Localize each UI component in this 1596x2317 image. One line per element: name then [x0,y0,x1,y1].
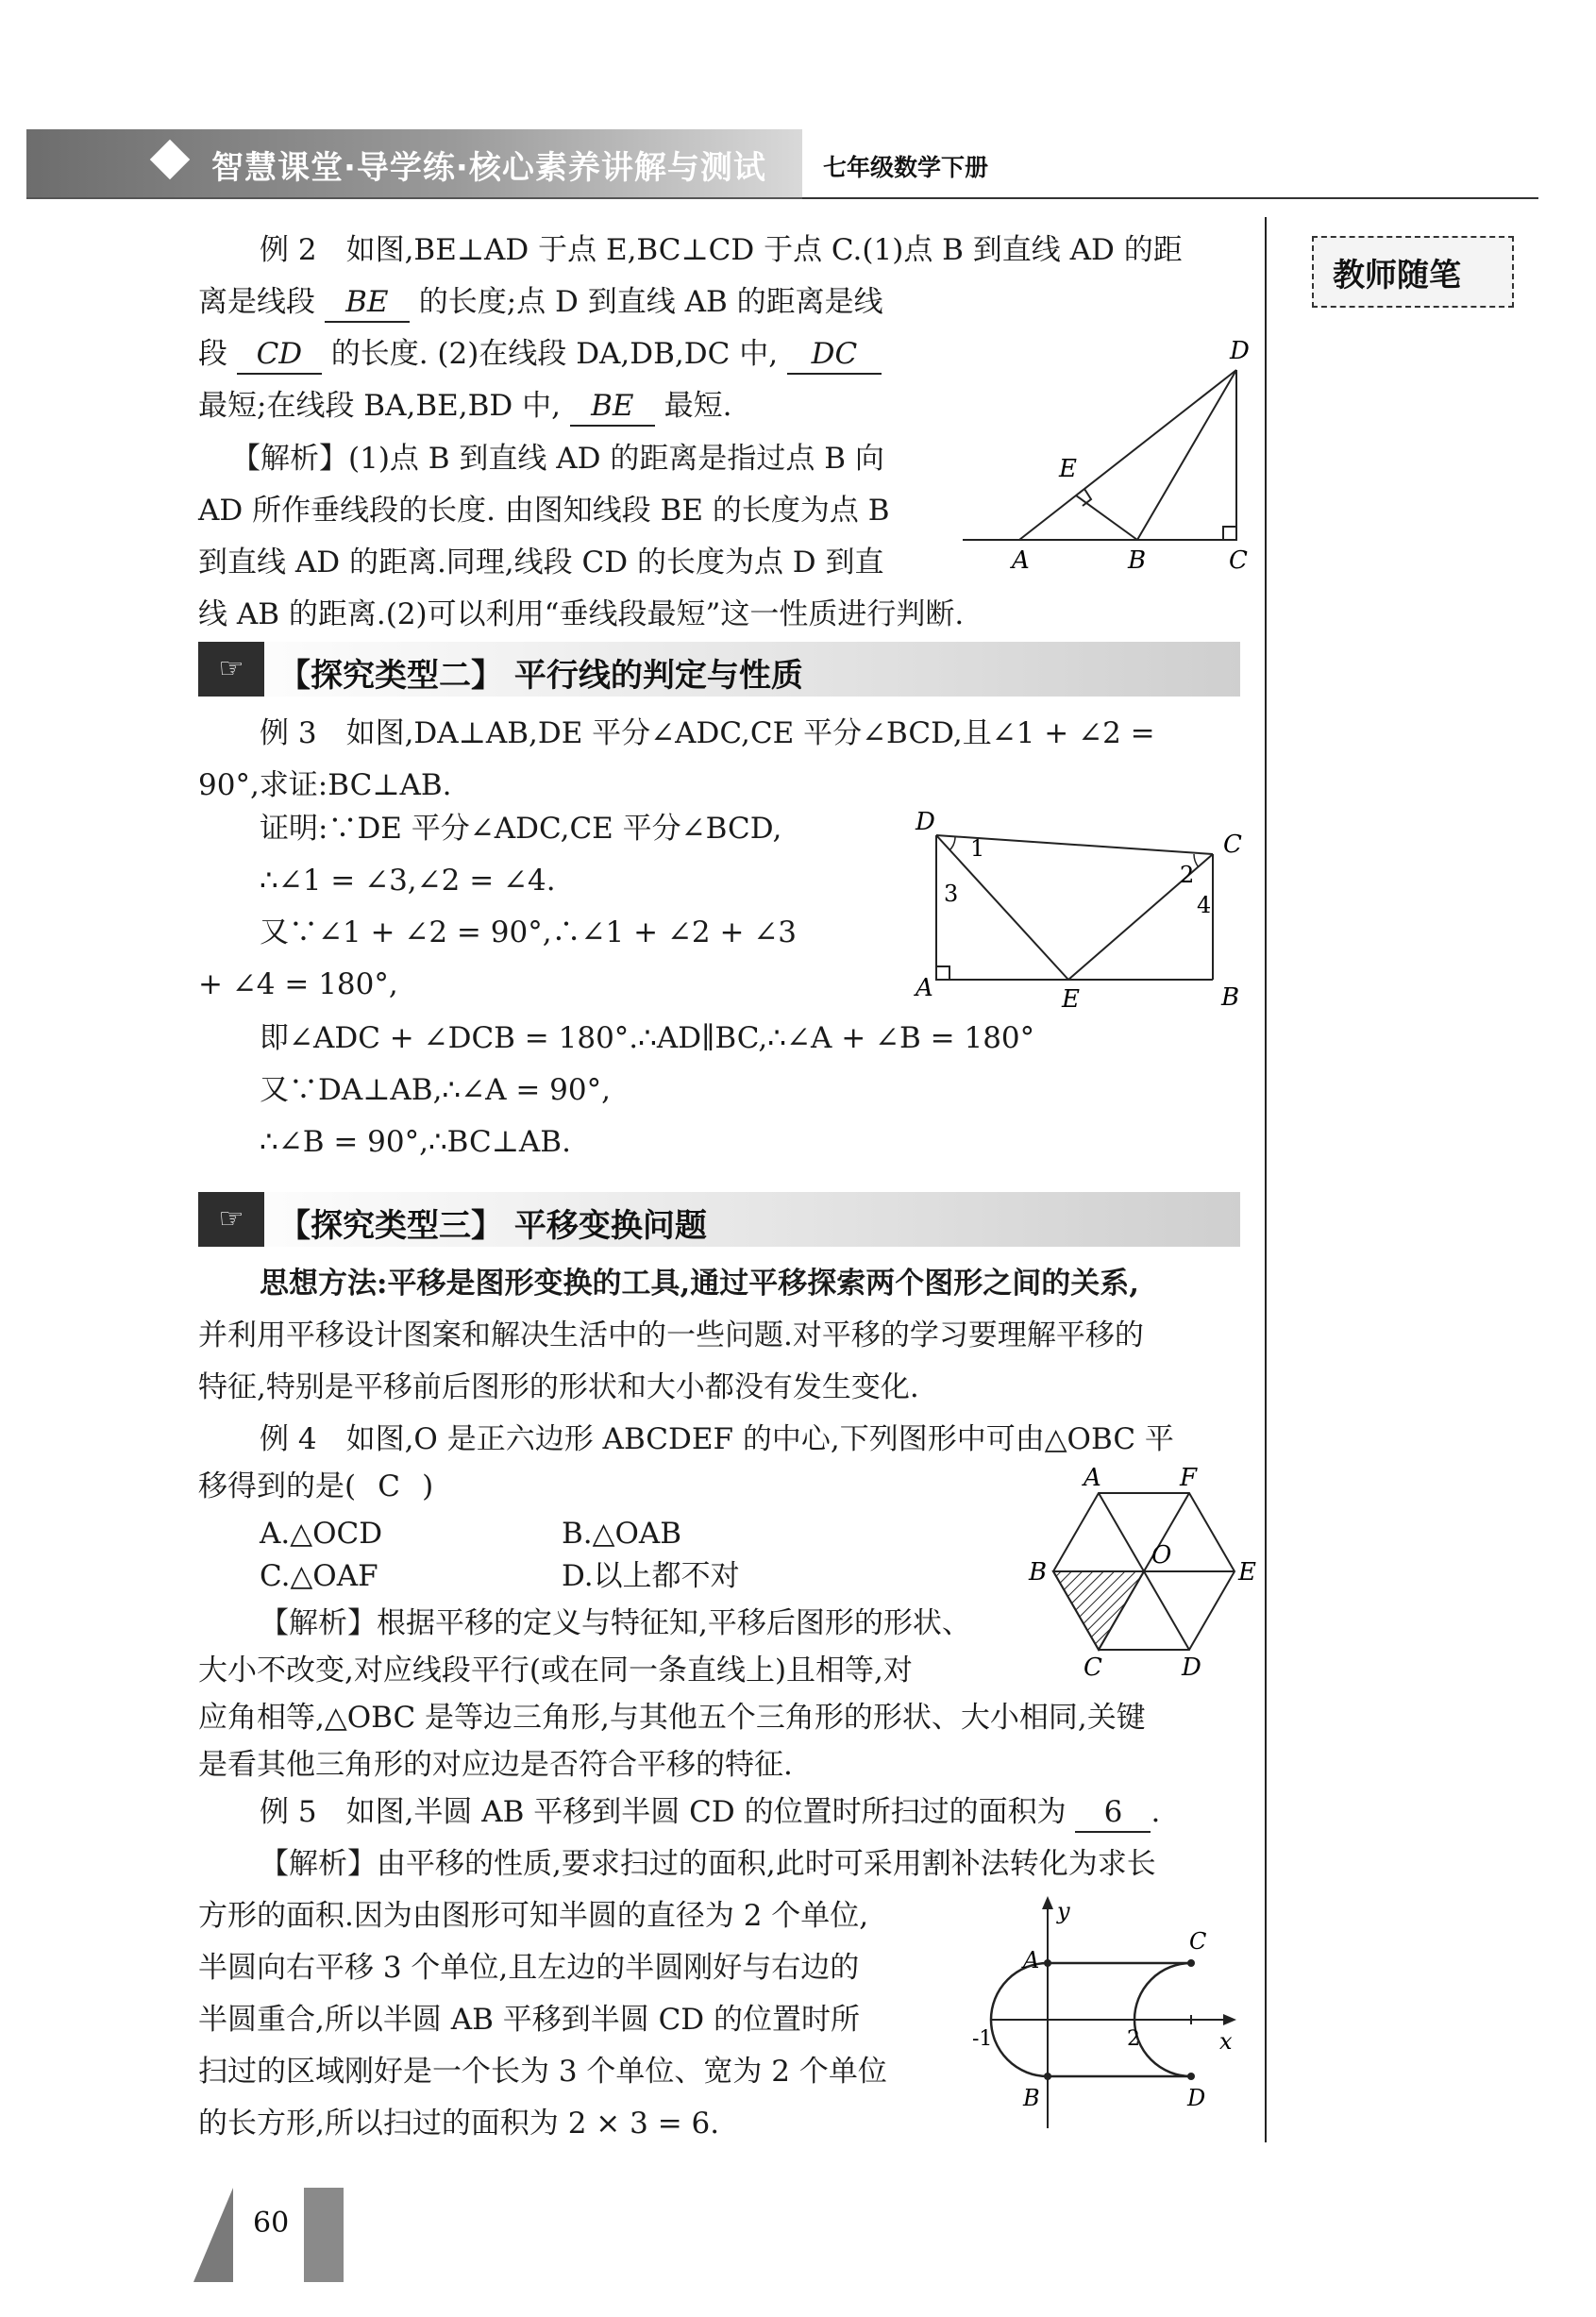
fig2-label-A: A [916,974,933,1002]
ex4-analysis-4: 是看其他三角形的对应边是否符合平移的特征. [198,1748,793,1782]
fig3-label-O: O [1151,1541,1172,1570]
ex2-answer1: BE [325,283,410,323]
ex4-analysis-1: 【解析】根据平移的定义与特征知,平移后图形的形状、 [260,1606,971,1640]
page-tab-left [193,2188,233,2282]
ex2-analysis-4: 线 AB 的距离.(2)可以利用“垂线段最短”这一性质进行判断. [198,597,965,631]
method-line2: 并利用平移设计图案和解决生活中的一些问题.对平移的学习要理解平移的 [198,1318,1144,1352]
ex4-option-c: C.△OAF [260,1559,378,1593]
ex5-answer: 6 [1075,1793,1151,1833]
ex2-analysis-1: 【解析】(1)点 B 到直线 AD 的距离是指过点 B 向 [231,442,884,476]
fig1-label-A: A [1012,546,1030,575]
fig2-angle-3: 3 [944,881,959,907]
fig3-label-B: B [1029,1558,1048,1587]
ex3-line2: 90°,求证:BC⊥AB. [198,768,452,802]
ex5-analysis-5: 扫过的区域刚好是一个长为 3 个单位、宽为 2 个单位 [198,2055,887,2089]
ex2-answer4: BE [570,387,655,427]
ex5-line1: 例 5 如图,半圆 AB 平移到半圆 CD 的位置时所扫过的面积为 6 . [260,1793,1160,1833]
ex4-analysis-2: 大小不改变,对应线段平行(或在同一条直线上)且相等,对 [198,1654,913,1687]
fig3-label-E: E [1238,1558,1256,1587]
fig2-angle-1: 1 [970,835,985,862]
ex2-answer2: CD [237,335,322,375]
fig4-axis-x: x [1219,2028,1233,2055]
fig3-label-D: D [1182,1654,1201,1680]
fig3-label-C: C [1084,1654,1102,1680]
fig1-label-C: C [1229,546,1248,575]
ex3-proof-6: 又∵DA⊥AB,∴∠A = 90°, [260,1073,611,1107]
ex3-proof-3: 又∵∠1 + ∠2 = 90°,∴∠1 + ∠2 + ∠3 [260,915,798,949]
section3-title: 【探究类型三】 平移变换问题 [278,1207,707,1245]
fig1-label-B: B [1128,546,1147,575]
ex3-proof-7: ∴∠B = 90°,∴BC⊥AB. [260,1125,571,1159]
figure-semicircle-translation [963,1892,1265,2138]
pointing-hand-icon: ☞ [198,1192,264,1247]
ex4-option-a: A.△OCD [260,1517,383,1551]
ex2-analysis-2: AD 所作垂线段的长度. 由图知线段 BE 的长度为点 B [198,494,890,528]
fig4-axis-y: y [1057,1898,1070,1924]
ex4-answer: C [378,1469,400,1503]
page-number: 60 [253,2207,290,2240]
ex4-option-b: B.△OAB [562,1517,682,1551]
ex3-proof-1: 证明:∵DE 平分∠ADC,CE 平分∠BCD, [260,812,782,846]
ex5-analysis-2: 方形的面积.因为由图形可知半圆的直径为 2 个单位, [198,1899,869,1933]
fig2-label-C: C [1223,831,1242,859]
ex4-analysis-3: 应角相等,△OBC 是等边三角形,与其他五个三角形的形状、大小相同,关键 [198,1701,1146,1735]
fig2-label-D: D [916,808,935,836]
ex2-answer3: DC [787,335,882,375]
ex3-proof-4: + ∠4 = 180°, [198,967,398,1001]
ex4-line1: 例 4 如图,O 是正六边形 ABCDEF 的中心,下列图形中可由△OBC 平 [260,1422,1174,1456]
ex3-proof-2: ∴∠1 = ∠3,∠2 = ∠4. [260,864,556,898]
fig4-label-C: C [1189,1928,1207,1955]
header-rule [802,197,1538,199]
fig2-label-E: E [1062,985,1080,1014]
fig1-label-D: D [1230,337,1250,365]
fig3-label-A: A [1084,1464,1101,1492]
page-tab-right [304,2188,344,2282]
teacher-note-label: 教师随笔 [1333,257,1461,294]
margin-divider [1265,217,1267,2142]
method-line3: 特征,特别是平移前后图形的形状和大小都没有发生变化. [198,1370,919,1404]
figure-angle-bisectors [906,807,1265,1033]
ex2-line2: 离是线段 BE 的长度;点 D 到直线 AB 的距离是线 [198,283,883,323]
ex5-analysis-4: 半圆重合,所以半圆 AB 平移到半圆 CD 的位置时所 [198,2003,861,2037]
fig4-label-D: D [1187,2085,1206,2111]
ex2-line1: 例 2 如图,BE⊥AD 于点 E,BC⊥CD 于点 C.(1)点 B 到直线 AD 的距 [260,233,1183,267]
figure-hexagon [1019,1463,1265,1680]
ex4-option-d: D.以上都不对 [562,1559,740,1593]
book-title: 智慧课堂·导学练·核心素养讲解与测试 [211,149,766,187]
ex5-analysis-1: 【解析】由平移的性质,要求扫过的面积,此时可采用割补法转化为求长 [260,1847,1156,1881]
ex3-line1: 例 3 如图,DA⊥AB,DE 平分∠ADC,CE 平分∠BCD,且∠1 + ∠2 = [260,716,1155,750]
fig3-label-F: F [1180,1464,1198,1492]
book-subtitle: 七年级数学下册 [823,154,989,181]
ex3-proof-5: 即∠ADC + ∠DCB = 180°.∴AD∥BC,∴∠A + ∠B = 180° [260,1021,1035,1055]
ex2-analysis-3: 到直线 AD 的距离.同理,线段 CD 的长度为点 D 到直 [198,546,884,579]
fig4-label-B: B [1023,2085,1040,2111]
ex2-line3: 段 CD 的长度. (2)在线段 DA,DB,DC 中, DC [198,335,882,375]
ex5-analysis-3: 半圆向右平移 3 个单位,且左边的半圆刚好与右边的 [198,1951,860,1985]
ex5-analysis-6: 的长方形,所以扫过的面积为 2 × 3 = 6. [198,2107,720,2141]
method-line1: 思想方法:平移是图形变换的工具,通过平移探索两个图形之间的关系, [260,1267,1140,1301]
section2-title: 【探究类型二】 平行线的判定与性质 [278,657,803,695]
fig2-angle-4: 4 [1197,892,1212,918]
fig4-tick-2: 2 [1127,2027,1140,2051]
ex2-line4: 最短;在线段 BA,BE,BD 中, BE 最短. [198,387,732,427]
figure-perpendicular [953,330,1265,585]
fig4-label-A: A [1023,1947,1040,1973]
fig1-label-E: E [1059,455,1077,483]
fig2-angle-2: 2 [1180,862,1195,888]
fig4-tick-neg1: -1 [972,2027,993,2051]
ex4-line2: 移得到的是( C ) [198,1469,434,1503]
fig2-label-B: B [1221,983,1240,1012]
pointing-hand-icon: ☞ [198,642,264,697]
